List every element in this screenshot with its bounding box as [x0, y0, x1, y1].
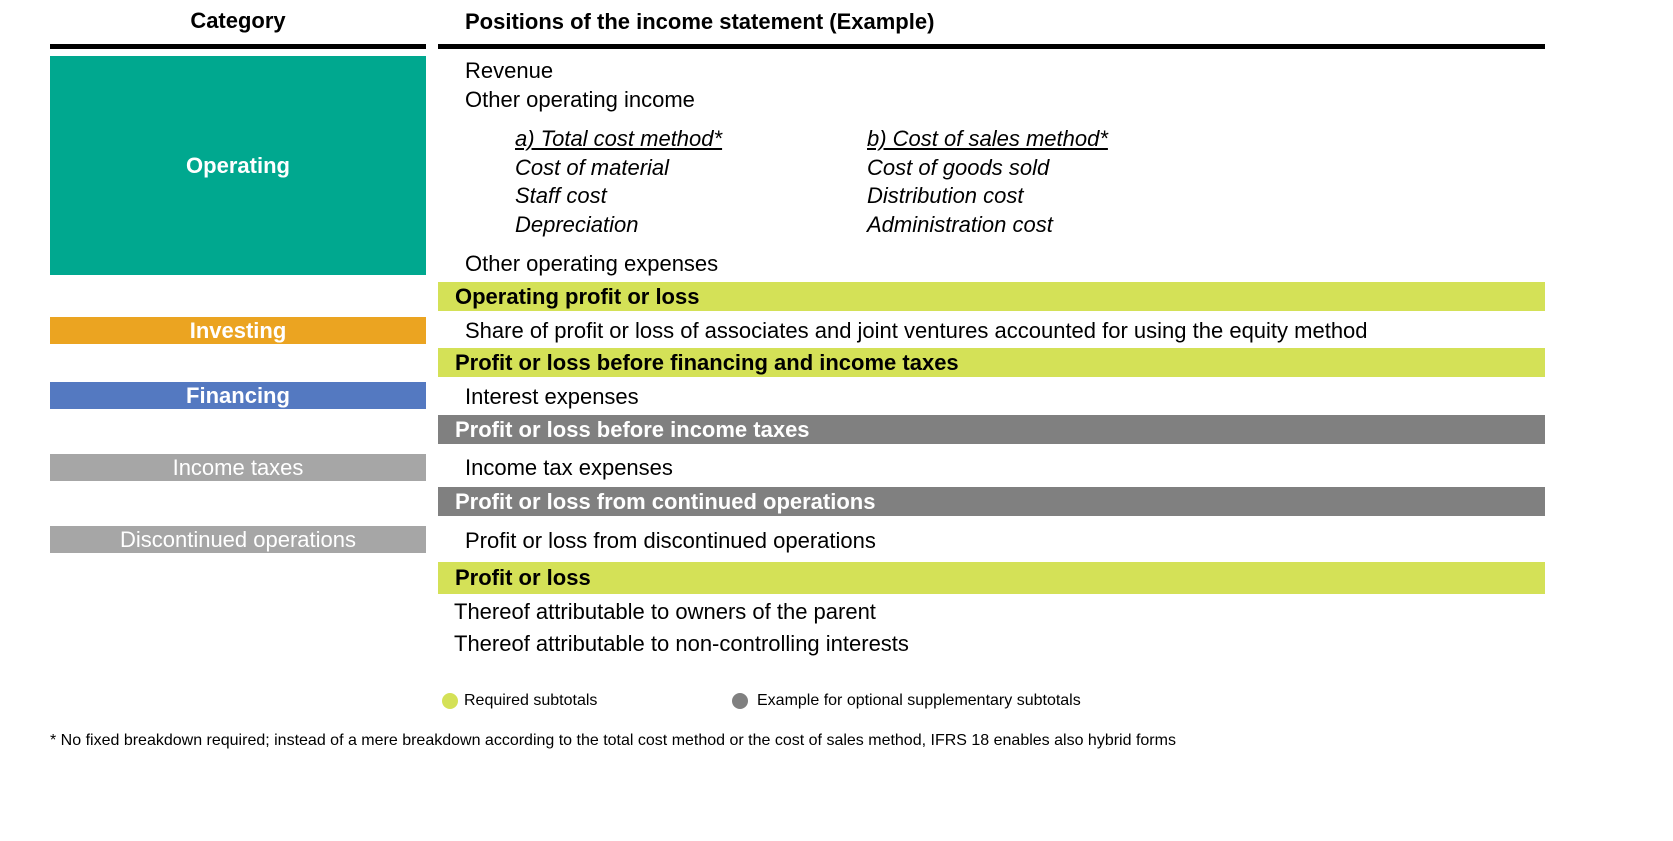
- item-share-of-associates: Share of profit or loss of associates and joint ventures accounted for using the equity method: [465, 318, 1368, 343]
- cost-of-sales-item: Distribution cost: [867, 183, 1024, 208]
- item-revenue: Revenue: [465, 58, 554, 83]
- category-header: Category: [190, 8, 286, 33]
- legend-required-dot: [442, 693, 458, 709]
- legend-optional-dot: [732, 693, 748, 709]
- item-non-controlling-interests: Thereof attributable to non-controlling interests: [454, 631, 909, 656]
- cost-of-sales-method-heading: b) Cost of sales method*: [867, 126, 1108, 151]
- total-cost-method-heading: a) Total cost method*: [515, 126, 723, 151]
- subtotal-before-financing: Profit or loss before financing and income taxes: [438, 348, 1545, 377]
- item-income-tax-expenses: Income tax expenses: [465, 455, 673, 480]
- category-income-taxes: Income taxes: [50, 454, 426, 481]
- positions-header: Positions of the income statement (Example): [465, 9, 935, 34]
- category-operating: Operating: [50, 56, 426, 275]
- item-other-operating-income: Other operating income: [465, 87, 695, 112]
- legend-required-label: Required subtotals: [464, 692, 598, 709]
- total-cost-item: Depreciation: [515, 212, 639, 237]
- legend-optional-label: Example for optional supplementary subtotals: [757, 692, 1081, 709]
- total-cost-item: Cost of material: [515, 155, 670, 180]
- subtotal-operating-profit: Operating profit or loss: [438, 282, 1545, 311]
- item-interest-expenses: Interest expenses: [465, 384, 639, 409]
- cost-of-sales-item: Cost of goods sold: [867, 155, 1050, 180]
- subtotal-continued-operations: Profit or loss from continued operations: [438, 487, 1545, 516]
- item-other-operating-expenses: Other operating expenses: [465, 251, 719, 276]
- item-discontinued-operations: Profit or loss from discontinued operations: [465, 528, 876, 553]
- subtotal-before-income-taxes: Profit or loss before income taxes: [438, 415, 1545, 444]
- category-investing: Investing: [50, 317, 426, 344]
- footnote: * No fixed breakdown required; instead of a mere breakdown according to the total cost method or the cost of sales method, IFRS 18 enables also hybrid forms: [50, 732, 1176, 749]
- total-cost-item: Staff cost: [515, 183, 607, 208]
- item-owners-of-parent: Thereof attributable to owners of the parent: [454, 599, 876, 624]
- category-discontinued: Discontinued operations: [50, 526, 426, 553]
- category-financing: Financing: [50, 382, 426, 409]
- positions-header-rule: [438, 44, 1545, 49]
- subtotal-profit-or-loss: Profit or loss: [438, 562, 1545, 594]
- cost-of-sales-item: Administration cost: [867, 212, 1053, 237]
- category-header-rule: [50, 44, 426, 49]
